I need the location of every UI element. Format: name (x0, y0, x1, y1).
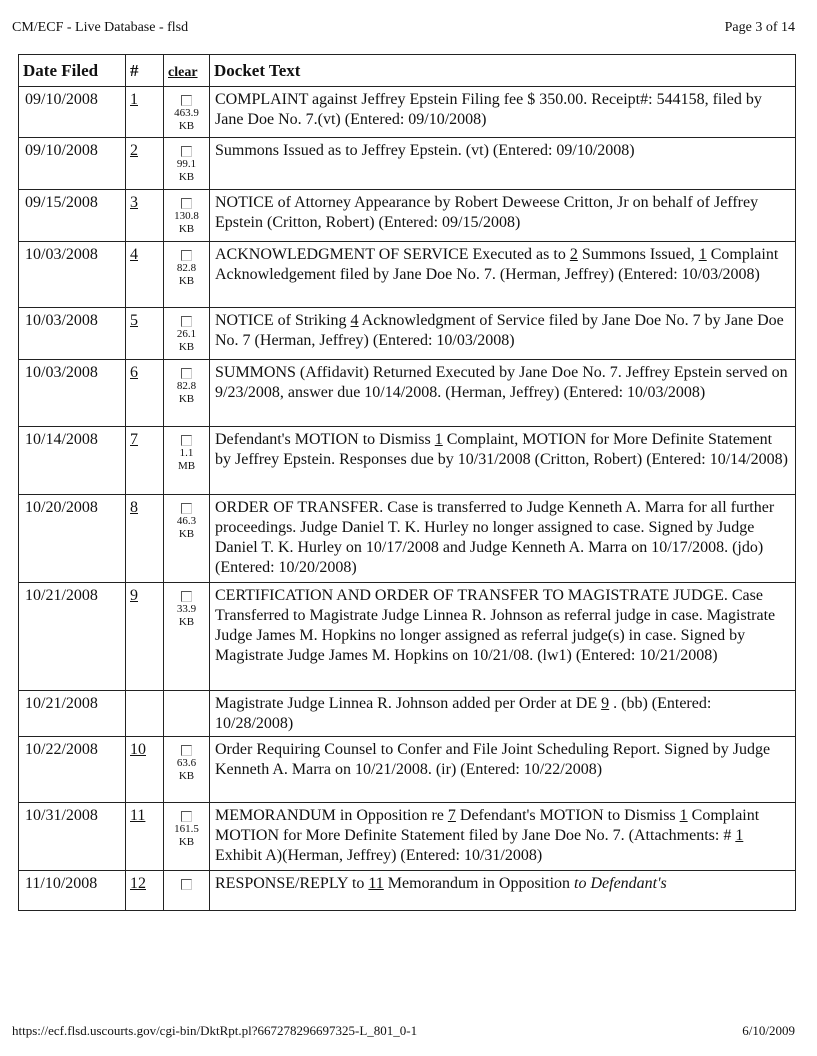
file-size-unit: KB (178, 836, 195, 848)
docket-text-segment: Complaint, MOTION for More Definite Statement by Jeffrey Epstein. Responses due by 10/31/2008 (Critton, Robert) (Entered: 10/14/2008) (215, 431, 788, 468)
docket-row (19, 427, 796, 495)
docket-text-segment: Exhibit A)(Herman, Jeffrey) (Entered: 10/31/2008) (215, 847, 543, 864)
file-size-unit: KB (178, 171, 195, 183)
col-docket-text: Docket Text (210, 55, 796, 87)
file-size-unit: KB (178, 275, 195, 287)
docket-text-segment: COMPLAINT against Jeffrey Epstein Filing fee $ 350.00. Receipt#: 544158, filed by Jane Doe No. 7.(vt) (Entered: 09/10/2008) (215, 91, 762, 128)
select-document-checkbox[interactable] (181, 879, 192, 890)
docket-reference-link[interactable]: 4 (350, 312, 359, 329)
file-size-value: 33.9 (176, 603, 197, 615)
docket-row (19, 495, 796, 583)
file-size-value: 46.3 (176, 515, 197, 527)
docket-text (210, 138, 796, 190)
date-filed: 10/14/2008 (19, 427, 126, 495)
docket-text (210, 87, 796, 138)
docket-number-link[interactable]: 7 (130, 431, 138, 448)
docket-number-link[interactable]: 10 (130, 741, 146, 758)
docket-number-cell (126, 87, 164, 138)
docket-number-link[interactable]: 8 (130, 499, 138, 516)
select-document-checkbox[interactable] (181, 250, 192, 261)
file-size-unit: KB (178, 528, 195, 540)
select-cell (164, 691, 210, 737)
docket-text-segment: RESPONSE/REPLY to (215, 875, 369, 892)
docket-row (19, 803, 796, 871)
col-clear (164, 55, 210, 87)
docket-text-segment: ORDER OF TRANSFER. Case is transferred to Judge Kenneth A. Marra for all further proceedings. Judge Daniel T. K. Hurley no longer assigned to case. Signed by Judge Daniel T. K. Hurley on 10/17/2008 and Judge Kenneth A. Marra on 10/17/2008. (jdo) (Entered: 10/20/2008) (215, 499, 775, 576)
docket-number-cell (126, 242, 164, 308)
docket-reference-link[interactable]: 2 (569, 246, 578, 263)
docket-number-link[interactable]: 12 (130, 875, 146, 892)
select-document-checkbox[interactable] (181, 503, 192, 514)
docket-number-cell (126, 737, 164, 803)
footer-date: 6/10/2009 (742, 1023, 795, 1038)
select-cell (164, 190, 210, 242)
docket-body (19, 87, 796, 911)
file-size-value: 99.1 (176, 158, 197, 170)
docket-number-cell (126, 427, 164, 495)
docket-text (210, 737, 796, 803)
select-document-checkbox[interactable] (181, 435, 192, 446)
docket-text (210, 871, 796, 911)
select-cell (164, 138, 210, 190)
docket-text (210, 803, 796, 871)
select-document-checkbox[interactable] (181, 146, 192, 157)
select-cell (164, 87, 210, 138)
docket-text (210, 308, 796, 360)
docket-text-segment: Complaint MOTION for More Definite Statement filed by Jane Doe No. 7. (Attachments: # (215, 807, 760, 844)
docket-reference-link[interactable]: 7 (447, 807, 456, 824)
col-date-filed: Date Filed (19, 55, 126, 87)
select-cell (164, 308, 210, 360)
select-document-checkbox[interactable] (181, 368, 192, 379)
date-filed: 10/20/2008 (19, 495, 126, 583)
select-cell (164, 495, 210, 583)
page-number: Page 3 of 14 (724, 20, 795, 35)
docket-text (210, 583, 796, 691)
docket-number-cell (126, 803, 164, 871)
docket-number-link[interactable]: 6 (130, 364, 138, 381)
select-cell (164, 737, 210, 803)
docket-row (19, 308, 796, 360)
docket-number-link[interactable]: 2 (130, 142, 138, 159)
docket-row (19, 737, 796, 803)
select-document-checkbox[interactable] (181, 811, 192, 822)
docket-text-segment: Defendant's MOTION to Dismiss (215, 431, 435, 448)
docket-text (210, 242, 796, 308)
docket-text-segment: SUMMONS (Affidavit) Returned Executed by Jane Doe No. 7. Jeffrey Epstein served on 9/23/2008, answer due 10/14/2008. (Herman, Jeffrey) (Entered: 10/03/2008) (215, 364, 788, 401)
docket-text (210, 190, 796, 242)
docket-text-segment: Memorandum in Opposition (383, 875, 575, 892)
docket-number-link[interactable]: 3 (130, 194, 138, 211)
docket-text-segment: CERTIFICATION AND ORDER OF TRANSFER TO MAGISTRATE JUDGE. Case Transferred to Magistrate Judge Linnea R. Johnson as referral judge in case. Magistrate Judge James M. Hopkins no longer assigned as referral judge(s) in case. Signed by Magistrate Judge James M. Hopkins on 10/21/08. (lw1) (Entered: 10/21/2008) (215, 587, 776, 664)
file-size-value: 26.1 (176, 328, 197, 340)
docket-row (19, 87, 796, 138)
docket-row (19, 190, 796, 242)
docket-table (18, 54, 796, 911)
select-document-checkbox[interactable] (181, 745, 192, 756)
file-size-unit: KB (178, 223, 195, 235)
date-filed: 10/31/2008 (19, 803, 126, 871)
select-cell (164, 871, 210, 911)
docket-text-segment: Acknowledgment of Service filed by Jane Doe No. 7 by Jane Doe No. 7 (Herman, Jeffrey) (Entered: 10/03/2008) (215, 312, 784, 349)
date-filed: 10/03/2008 (19, 308, 126, 360)
select-cell (164, 803, 210, 871)
docket-text-segment: Summons Issued as to Jeffrey Epstein. (vt) (Entered: 09/10/2008) (215, 142, 635, 159)
footer-url: https://ecf.flsd.uscourts.gov/cgi-bin/DktRpt.pl?667278296697325-L_801_0-1 (12, 1023, 418, 1038)
docket-text-segment: Complaint Acknowledgement filed by Jane Doe No. 7. (Herman, Jeffrey) (Entered: 10/03/2008) (215, 246, 779, 283)
date-filed: 11/10/2008 (19, 871, 126, 911)
docket-reference-link[interactable]: 1 (434, 431, 443, 448)
file-size-value: 82.8 (176, 262, 197, 274)
date-filed: 10/03/2008 (19, 242, 126, 308)
date-filed: 10/22/2008 (19, 737, 126, 803)
file-size-unit: KB (178, 770, 195, 782)
file-size-unit: MB (177, 460, 196, 472)
docket-number-link[interactable]: 11 (130, 807, 146, 824)
file-size-value: 463.9 (174, 107, 199, 119)
docket-number-link[interactable]: 5 (130, 312, 138, 329)
date-filed: 10/21/2008 (19, 583, 126, 691)
docket-reference-link[interactable]: 11 (368, 875, 384, 892)
select-document-checkbox[interactable] (181, 316, 192, 327)
docket-number-cell (126, 190, 164, 242)
docket-text-segment: Summons Issued, (577, 246, 699, 263)
docket-number-link[interactable]: 4 (130, 246, 138, 263)
docket-reference-link[interactable]: 1 (679, 807, 688, 824)
file-size-value: 1.1 (179, 447, 194, 459)
docket-text-segment: Order Requiring Counsel to Confer and File Joint Scheduling Report. Signed by Judge Kenneth A. Marra on 10/21/2008. (ir) (Entered: 10/22/2008) (215, 741, 771, 778)
docket-header-row (19, 55, 796, 87)
col-number: # (126, 55, 164, 87)
docket-text-segment: MEMORANDUM in Opposition re (215, 807, 448, 824)
page-header-title: CM/ECF - Live Database - flsd (12, 20, 189, 35)
date-filed: 10/21/2008 (19, 691, 126, 737)
docket-text-segment: NOTICE of Attorney Appearance by Robert Deweese Critton, Jr on behalf of Jeffrey Epstein (Critton, Robert) (Entered: 09/15/2008) (215, 194, 759, 231)
docket-row (19, 242, 796, 308)
docket-text-segment: . (bb) (Entered: 10/28/2008) (215, 695, 712, 732)
date-filed: 09/15/2008 (19, 190, 126, 242)
docket-number-link[interactable]: 1 (130, 91, 138, 108)
docket-row (19, 691, 796, 737)
docket-number-link[interactable]: 9 (130, 587, 138, 604)
select-document-checkbox[interactable] (181, 591, 192, 602)
select-cell (164, 427, 210, 495)
file-size-unit: KB (178, 120, 195, 132)
file-size-value: 63.6 (176, 757, 197, 769)
file-size-unit: KB (178, 393, 195, 405)
docket-text (210, 360, 796, 427)
docket-reference-link[interactable]: 1 (698, 246, 707, 263)
docket-text-segment: NOTICE of Striking (215, 312, 351, 329)
file-size-unit: KB (178, 616, 195, 628)
docket-text-segment: Defendant's MOTION to Dismiss (455, 807, 680, 824)
docket-text-italic: to Defendant's (574, 875, 667, 892)
docket-reference-link[interactable]: 1 (735, 827, 744, 844)
select-document-checkbox[interactable] (181, 95, 192, 106)
date-filed: 09/10/2008 (19, 87, 126, 138)
docket-text (210, 691, 796, 737)
select-document-checkbox[interactable] (181, 198, 192, 209)
select-cell (164, 360, 210, 427)
docket-reference-link[interactable]: 9 (601, 695, 610, 712)
docket-row (19, 871, 796, 911)
docket-text (210, 427, 796, 495)
docket-text (210, 495, 796, 583)
docket-text-segment: ACKNOWLEDGMENT OF SERVICE Executed as to (215, 246, 570, 263)
file-size-value: 161.5 (174, 823, 199, 835)
select-cell (164, 583, 210, 691)
docket-text-segment: Magistrate Judge Linnea R. Johnson added per Order at DE (215, 695, 602, 712)
docket-number-cell (126, 583, 164, 691)
date-filed: 09/10/2008 (19, 138, 126, 190)
file-size-value: 82.8 (176, 380, 197, 392)
select-cell (164, 242, 210, 308)
docket-number-cell (126, 360, 164, 427)
docket-number-cell (126, 495, 164, 583)
docket-number-cell (126, 138, 164, 190)
docket-number-cell (126, 871, 164, 911)
clear-link[interactable]: clear (168, 64, 198, 80)
docket-row (19, 138, 796, 190)
docket-row (19, 583, 796, 691)
date-filed: 10/03/2008 (19, 360, 126, 427)
docket-row (19, 360, 796, 427)
docket-number-cell (126, 308, 164, 360)
file-size-value: 130.8 (174, 210, 199, 222)
file-size-unit: KB (178, 341, 195, 353)
docket-number-cell (126, 691, 164, 737)
